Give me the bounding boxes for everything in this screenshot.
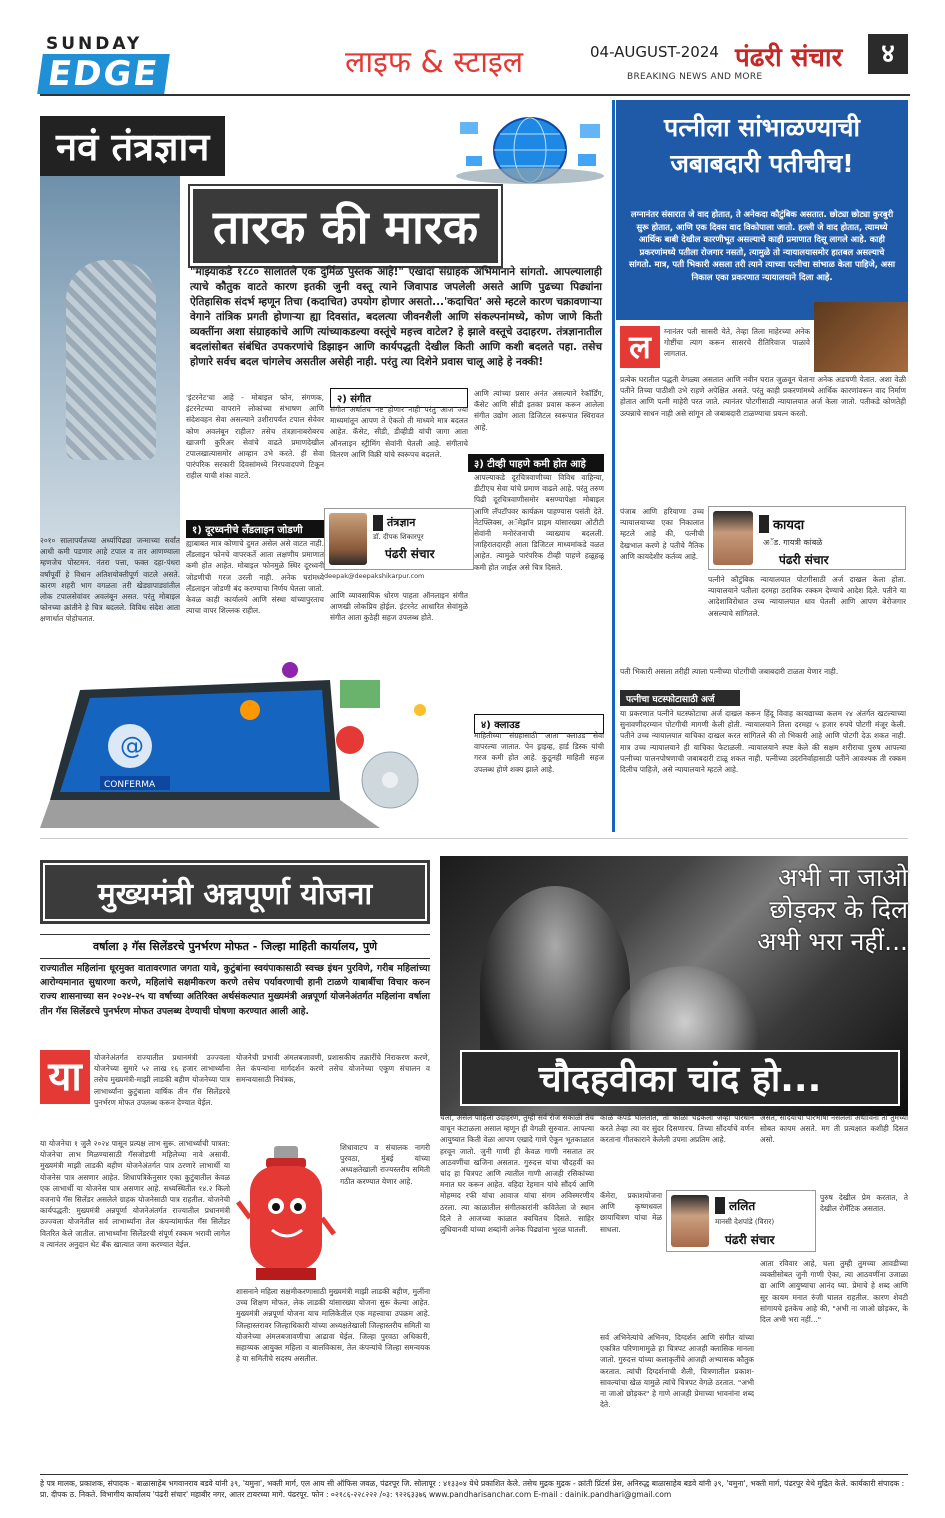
tech-globe-icon: [450, 106, 610, 186]
article2-column1e: पत्नीने कौटुंबिक न्यायालयात पोटगीसाठी अर्ज दाखल केला होता. न्यायालयाने पतीला दरमहा ठराविक रक्कम देण्याचे आदेश दिले. पतीने या आदेशाविरोधात उच्च न्यायालयात धाव घेतली आणि आपण बेरोजगार असल्याचे सांगितले.: [708, 575, 906, 618]
article4-column1: चला, असेल पाहिला उदाहरण, तुम्ही सर्व रोज सकाळी तेच वाचून कंटाळला असाल म्हणून ही वेगळी सुरुवात. आपल्या आयुष्यात किती वेळा आपण एखादे गाणे ऐकून भूतकाळात हरवून जातो. जुनी गाणी ही केवळ गाणी नसतात तर आठवणींचा खजिना असतात. गुरुदत्त यांचा चौदहवीं का चांद हा चित्रपट आणि त्यातील गाणी आजही रसिकांच्या मनात घर करून आहेत. वहिदा रेहमान यांचे सौंदर्य आणि मोहम्मद रफी यांचा आवाज यांचा संगम अविस्मरणीय ठरला. त्या काळातील संगीतकारांनी कवितेला जे स्थान दिले ते आजच्या काळात क्वचितच दिसते. साहिर लुधियानवी यांच्या शब्दांनी अनेक पिढ्यांना भुरळ घातली.: [440, 1113, 594, 1235]
article2-column1: ग्नानंतर पती सासरी येते, तेव्हा तिला माहेरच्या अनेक गोष्टींचा त्याग करून सासरचे रीतिरिवाज पाळावे लागतात.: [664, 327, 810, 359]
article1-column1b: ह्याबाबत मात्र कोणाचे दुमत असेल असे वाटत नाही. लॅंडलाइन फोनचे वापरकर्ते आता लक्षणीय प्रमाणात कमी होत आहेत. मोबाइल फोनमुळे स्थिर दूरध्वनी जोडणीची गरज उरली नाही. अनेक घरांमध्ये लॅंडलाइन जोडणी बंद करण्याचा निर्णय घेतला जातो. केवळ काही कार्यालये आणि संस्था यांच्यापुरताच त्याचा वापर शिल्लक राहील.: [186, 539, 324, 616]
article1-byline: [324, 508, 474, 570]
article2-deck: लग्नानंतर संसारात जे वाद होतात, ते अनेकदा कौटुंबिक असतात. छोट्या छोट्या कुरबुरी सुरू होतात, आणि एक दिवस वाद विकोपाला जातो. हल्ली जे वाद होतात, त्यामध्ये आर्थिक बाबी देखील कारणीभूत असल्याचे काही प्रमाणात दिसू लागले आहे. काही प्रकरणांमध्ये पतीला रोजगार नसतो, त्यामुळे तो न्यायालयासमोर हातबल असल्याचे सांगतो. मात्र, पती भिकारी असला तरी त्याने त्याच्या पत्नीचा सांभाळ केला पाहिजे, असा निकाल एका प्रकरणात न्यायालयाने दिला आहे.: [616, 200, 908, 320]
article1-column2b: आणि व्यावसायिक धोरण पाहता ऑनलाइन संगीत आणखी लोकप्रिय होईल. इंटरनेट आधारित सेवांमुळे संगीत आता कुठेही सहज उपलब्ध होते.: [330, 591, 468, 623]
article3-dropcap: या: [40, 1050, 90, 1104]
article4-byline: [666, 1190, 816, 1252]
masthead-divider: [40, 94, 910, 96]
imprint-footer: हे पत्र मालक, प्रकाशक, संपादक - बाळासाहेब भगवानराव बडवे यांनी ३९, 'यमुना', भक्ती मार्ग, एल आय सी ऑफिस जवळ, पंढरपूर जि. सोलापूर : ४१३३०४ येथे प्रकाशित केले. तसेच मुद्रक मुद्रक - क्रांती प्रिंटर्स प्रेस, अनिरुद्ध बाळासाहेब बडवे यांनी ३९, 'यमुना', भक्ती मार्ग, पंढरपूर येथे मुद्रित केले. कार्यकारी संपादक : प्रा. दीपक ठ. निकते. विभागीय कार्यालय 'पंढरी संचार' महाबीर नगर, आतर टायरच्या मागे. पंढरपूर. फोन : ०२१८६-२२८२२२ /०३: ९२२६३३७६ www.pandharisanchar.com E-mail : dainik.pandhari@gmail.com: [40, 1479, 905, 1499]
author-email[interactable]: deepak@deepakshikarpur.com: [324, 572, 425, 580]
article3-deck: वर्षाला ३ गॅस सिलेंडरचे पुनर्भरण मोफत - जिल्हा माहिती कार्यालय, पुणे: [40, 934, 430, 959]
article2-column1d: पती भिकारी असला तरीही त्याला पत्नीच्या पोटगीची जबाबदारी टाळता येणार नाही.: [620, 667, 839, 676]
byline-paper: पंढरी संचार: [725, 1233, 775, 1247]
article2-column1b: प्रत्येक घरातील पद्धती वेगळ्या असतात आणि नवीन घरात जुळवून घेताना अनेक अडचणी येतात. अशा वेळी पतीने तिच्या पाठीशी उभे राहणे अपेक्षित असते. परंतु काही प्रकरणांमध्ये आर्थिक कारणांवरून वाद निर्माण होतात आणि पत्नी माहेरी परत जाते. त्यानंतर पोटगीसाठी न्यायालयात अर्ज केला जातो. पतीकडे कोणतेही उत्पन्नाचे साधन नाही असे सांगून तो जबाबदारी टाळण्याचा प्रयत्न करतो.: [620, 375, 906, 418]
article3-headline: मुख्यमंत्री अन्नपूर्णा योजना: [40, 860, 430, 924]
byline-author: डॉ. दीपक शिकारपूर: [373, 533, 424, 541]
svg-text:@: @: [120, 732, 144, 760]
article2-column2: या प्रकरणात पत्नीने घटस्फोटाचा अर्ज दाखल करून हिंदू विवाह कायद्याच्या कलम २४ अंतर्गत खटल्याच्या सुनावणीदरम्यान पोटगीची मागणी केली होती. न्यायालयाने तिला दरमहा ५ हजार रुपये पोटगी मंजूर केली. पतीने उच्च न्यायालयात याचिका दाखल करत सांगितले की तो भिकारी आहे आणि पोटगी देऊ शकत नाही. मात्र उच्च न्यायालयाने ही याचिका फेटाळली. न्यायालयाने स्पष्ट केले की सक्षम शरीराचा पुरुष आपल्या पत्नीच्या पालनपोषणाची जबाबदारी टाळू शकत नाही. पत्नीच्या उदरनिर्वाहासाठी पतीने आवश्यक ती रक्कम दिलीच पाहिजे, असे न्यायालयाने म्हटले आहे.: [620, 709, 906, 775]
author-photo: [671, 1195, 709, 1247]
article2-byline: [708, 506, 906, 570]
author-photo: [713, 511, 753, 565]
byline-category: तंत्रज्ञान: [373, 515, 469, 531]
article1-subhead-tv: ३) टीव्ही पाहणे कमी होत आहे: [468, 454, 604, 472]
article1-lead: "माझ्याकडे १८८० सालातले एक दुर्मिळ पुस्तक आहे!" एखादा संग्राहक अभिमानाने सांगतो. आपल्यालाही त्याचे कौतुक वाटते कारण इतकी जुनी वस्तू त्याने जिवापाड जपलेली असते आणि पुढच्या पिढ्यांना ऐतिहासिक संदर्भ म्हणून तिचा (कदाचित) उपयोग होणार असतो...'कदाचित' असे म्हटले कारण चक्रावणाऱ्या वेगाने तांत्रिक प्रगती होणाऱ्या ह्या दिवसांत, बदलत्या जीवनशैली आणि संकल्पनांमध्ये, कोण जाणे किती व्यक्तींना अशा संग्राहकांचे आणि त्यांच्याकडल्या वस्तूंचे महत्त्व वाटेल? हे झाले वस्तूचे उदाहरण. तंत्रज्ञानातील बदलांसोबत संबंधित उपकरणांचे डिझाइन आणि कार्यपद्धती देखील किती आणि कशी बदलते पहा. तसेच होणारे सर्वच बदल चांगलेच असतील असेही नाही. परंतु त्या दिशेने प्रवास चालू आहे हे नक्की!: [190, 266, 602, 368]
article2-headline: पत्नीला सांभाळण्याची जबाबदारी पतीचीच!: [616, 100, 908, 200]
article1-headline-line1: नवं तंत्रज्ञान: [40, 116, 225, 176]
article1-column3c: माहितीच्या संग्रहासाठी आता क्लाउड सेवा वापरल्या जातात. पेन ड्राइव्ह, हार्ड डिस्क यांची गरज कमी होत आहे. कुठूनही माहिती सहज उपलब्ध होणे शक्य झाले आहे.: [474, 731, 604, 774]
byline-author: मानसी देशपांडे (विरार): [715, 1217, 775, 1226]
article4-column3b: पुरुष देखील प्रेम करतात, ते देखील रोमँटिक असतात.: [820, 1193, 908, 1214]
article1-column0: २०१० सालापर्यंतच्या अर्ध्यापिढ्या जन्माच्या सर्वांत आधी कमी पडणार आहे टपाल व तार आणण्याला म्हणजेच पोस्टमन. नंतरा पत्ता, फक्त दहा-पंधरा वर्षांपूर्वी हे विधान अतिशयोक्तीपूर्ण वाटले असते. कारण शहरी भाग वगळता तरी खेड्यापाड्यांतील लोक टपालसेवांवर अवलंबून असत. परंतु मोबाइल फोनच्या क्रांतीने हे चित्र बदलले. विविध संदेश आता क्षणार्धात पोहोचतात.: [40, 536, 180, 624]
robot-arm-graphic: [66, 260, 156, 460]
gas-cylinder-icon: [236, 1142, 336, 1284]
article1-column3: आणि त्यांच्या प्रसार अनंत असल्याने रेकॉर्डिंग, कॅसेट आणि सीडी इतका प्रवास करून आलेला संगीत उद्योग आता डिजिटल स्वरूपात स्थिरावत आहे.: [474, 389, 604, 432]
article3-column1b: या योजनेचा १ जुलै २०२४ पासून प्रत्यक्ष लाभ सुरू. लाभार्थ्याची पात्रता: योजनेचा लाभ मिळण्यासाठी गॅसजोडणी महिलेच्या नावे असावी. मुख्यमंत्री माझी लाडकी बहीण योजनेअंतर्गत पात्र ठरणारे लाभार्थी या योजनेस पात्र असणार आहेत. शिधापत्रिकेनुसार एका कुटुंबातील केवळ एक लाभार्थी या योजनेस पात्र असणार आहे. सध्यस्थितीत १४.२ किलो वजनाचे गॅस सिलेंडर असलेले ग्राहक योजनेसाठी पात्र राहतील. योजनेची कार्यपद्धती: मुख्यमंत्री अन्नपूर्णा योजनेअंतर्गत राज्यातील प्रधानमंत्री उज्ज्वला योजनेतील सर्व लाभार्थ्यांना तेल कंपन्यांमार्फत गॅस सिलेंडर वितरित केले जातील. लाभार्थ्यांना सिलेंडरची संपूर्ण रक्कम भरावी लागेल व त्यानंतर अनुदान थेट बँक खात्यात जमा करण्यात येईल.: [40, 1139, 230, 1249]
author-photo: [329, 513, 367, 565]
byline-paper: पंढरी संचार: [779, 553, 829, 567]
article4-column2c: सर्व अभिनेत्यांचे अभिनय, दिग्दर्शन आणि संगीत यांच्या एकत्रित परिणामामुळे हा चित्रपट आजही क्लासिक मानला जातो. गुरुदत्त यांच्या कलाकृतींचे आजही अभ्यासक कौतुक करतात. त्यांची दिग्दर्शनाची शैली, चित्रणातील प्रकाश-सावल्यांचा खेळ यामुळे त्यांचे चित्रपट वेगळे ठरतात. "अभी ना जाओ छोड़कर" हे गाणे आजही प्रेमाच्या भावनांना शब्द देते.: [600, 1333, 754, 1410]
article4-column3: असते, सौंदर्याची परिभाषा नसलेली अर्थाविना ती तुमच्या सोबत कायम असते. मग ती प्रत्यक्षात कशीही दिसत असो.: [760, 1113, 908, 1145]
brand-sunday: SUNDAY: [46, 34, 143, 54]
article2-subhead: पत्नीचा घटस्फोटासाठी अर्ज: [620, 690, 740, 706]
byline-paper: पंढरी संचार: [385, 547, 435, 561]
article4-quote: अभी ना जाओ छोड़कर के दिल अभी भरा नहीं...: [757, 863, 908, 956]
svg-text:CONFERMA: CONFERMA: [104, 780, 156, 790]
footer-divider: [40, 1474, 908, 1475]
paper-name: पंढरी संचार: [735, 43, 843, 73]
article3-column2c: शासनाने महिला सक्षमीकरणासाठी मुख्यमंत्री माझी लाडकी बहीण, मुलींना उच्च शिक्षण मोफत, लेक लाडकी यांसारख्या योजना सुरू केल्या आहेत. मुख्यमंत्री अन्नपूर्णा योजना याच मालिकेतील एक महत्त्वाचा उपक्रम आहे. जिल्हास्तरावर जिल्हाधिकारी यांच्या अध्यक्षतेखाली जिल्हास्तरीय समिती या योजनेच्या अंमलबजावणीचा आढावा घेईल. जिल्हा पुरवठा अधिकारी, सहाय्यक आयुक्त महिला व बालविकास, तेल कंपन्यांचे जिल्हा समन्वयक हे या समितीचे सदस्य असतील.: [236, 1287, 430, 1364]
article3-column2: योजनेची प्रभावी अंमलबजावणी, प्रशासकीय तक्रारींचे निराकरण करणे, तेल कंपन्यांना मार्गदर्शन करणे तसेच योजनेच्या एकूण संचालन व समन्वयासाठी नियंत्रक,: [236, 1053, 430, 1085]
page-number: ४: [868, 34, 908, 74]
article2-dropcap: ल: [620, 326, 660, 368]
byline-category: कायदा: [759, 515, 899, 533]
article4-column2: काळे कपडे घालतात, तो काळी चंद्रकला जेव्हा परिधान करते तेव्हा त्या वर सुंदर दिसणारच. तिच्या सौंदर्याचे वर्णन करताना गीतकाराने केलेली उपमा अप्रतिम आहे.: [600, 1113, 754, 1145]
article3-lead: राज्यातील महिलांना धूरमुक्त वातावरणात जगता यावे, कुटुंबांना स्वयंपाकासाठी स्वच्छ इंधन पुरविणे, गरीब महिलांच्या आरोग्यमानात सुधारणा करणे, महिलांचे सक्षमीकरण करणे तसेच पर्यावरणाची हानी टाळणे याबाबींचा विचार करुन राज्य शासनाच्या सन २०२४-२५ या वर्षाच्या अतिरिक्त अर्थसंकल्पात मुख्यमंत्री अन्नपूर्णा योजनेअंतर्गत महिलांना वर्षाला तीन गॅस सिलेंडरचे पुनर्भरण मोफत उपलब्ध देण्याची घोषणा करण्यात आली आहे.: [40, 963, 430, 1017]
laptop-illustration: [40, 650, 460, 830]
article1-headline-line2: तारक की मारक: [190, 186, 501, 266]
paper-tagline: BREAKING NEWS AND MORE: [627, 72, 763, 82]
section-divider: [40, 838, 908, 839]
masthead: [0, 0, 945, 108]
article1-subhead-music: २) संगीत: [330, 388, 468, 408]
section-title: लाइफ & स्टाइल: [345, 45, 524, 80]
article3-column1: योजनेअंतर्गत राज्यातील प्रधानमंत्री उज्ज्वला योजनेच्या सुमारे ५२ लाख १६ हजार लाभार्थ्यांना तसेच मुख्यमंत्री-माझी लाडकी बहीण योजनेच्या पात्र लाभार्थ्यांना कुटुंबाला वार्षिक तीन गॅस सिलेंडरचे पुनर्भरण मोफत उपलब्ध करून देण्यात येईल.: [94, 1053, 230, 1107]
article2-column1c: पंजाब आणि हरियाणा उच्च न्यायालयाच्या एका निकालात म्हटले आहे की, पत्नीची देखभाल करणे हे पतीचे नैतिक आणि कायदेशीर कर्तव्य आहे.: [620, 507, 704, 561]
article1-column1: 'इंटरनेट'चा आहे - मोबाइल फोन, संगणक, इंटरनेटच्या वापराने लोकांच्या संभाषण आणि संदेशवहन सेवा असल्याने उशीरापर्यंत टपाल सेवेवर कोण अवलंबून राहील? तसेच तंत्रज्ञानाबरोबरच खाजगी कुरिअर सेवांचे वाढते प्रमाणदेखील टपालखात्यासमोर आव्हान उभे करते. ही सेवा पारंपरिक सरकारी दिवसांमध्ये निरपवादपणे टिकून राहील याची शंका वाटते.: [186, 393, 324, 481]
article4-column2b: कॅमेरा, प्रकाशयोजना आणि कृष्णधवल छायाचित्रण यांचा मेळ साधला.: [600, 1191, 662, 1234]
gavel-image: [814, 302, 908, 372]
article1-subhead-cloud: ४) क्लाउड: [474, 714, 604, 734]
issue-date: 04-AUGUST-2024: [590, 43, 719, 61]
article1-column2: संगीत अर्थातच नष्ट होणार नाही परंतु आज ज्या माध्यमांतून आपण ते ऐकतो ती माध्यमे मात्र बदलत आहेत. कॅसेट, सीडी, डीव्हीडी यांची जागा आता ऑनलाइन स्ट्रीमिंग सेवांनी घेतली आहे. संगीताचे वितरण आणि विक्री यांचे स्वरूपच बदलले.: [330, 405, 468, 459]
byline-category: ललित: [715, 1197, 811, 1214]
brand-edge-logo: EDGE: [37, 54, 169, 94]
article1-subhead-landline: १) दूरध्वनीचे लॅंडलाइन जोडणी: [186, 520, 324, 538]
article4-headline: चौदहवीका चांद हो...: [460, 1050, 900, 1106]
article1-column3b: आपल्याकडे दूरचित्रवाणीच्या विविध वाहिन्या, डीटीएच सेवा यांचे प्रमाण वाढले आहे. परंतु तरुण पिढी दूरचित्रवाणीसमोर बसण्यापेक्षा मोबाइल आणि लॅपटॉपवर कार्यक्रम पाहण्यास पसंती देते. नेटफ्लिक्स, अॅमेझॉन प्राइम यांसारख्या ओटीटी सेवांनी मनोरंजनाची व्याख्याच बदलली. जाहिरातदारही आता डिजिटल माध्यमांकडे वळत आहेत. त्यामुळे पारंपरिक टीव्ही पाहणे हळूहळू कमी होत जाईल असे चित्र दिसते.: [474, 473, 604, 572]
byline-author: अॅड. गायत्री कांबळे: [763, 538, 823, 547]
article4-column3c: आता रविवार आहे, चला तुम्ही तुमच्या आवडीच्या व्यक्तीसोबत जुनी गाणी ऐका, त्या आठवणींना उजाळा द्या आणि आयुष्याचा आनंद घ्या. प्रेमाचे हे शब्द आणि सूर कायम मनात रुंजी घालत राहतील. कारण शेवटी सांगायचे इतकेच आहे की, "अभी ना जाओ छोड़कर, के दिल अभी भरा नहीं...": [760, 1259, 908, 1325]
article3-column2b: शिधावाटप व संचालक नागरी पुरवठा, मुंबई यांच्या अध्यक्षतेखाली राज्यस्तरीय समिती गठीत करण्यात येणार आहे.: [340, 1143, 430, 1186]
